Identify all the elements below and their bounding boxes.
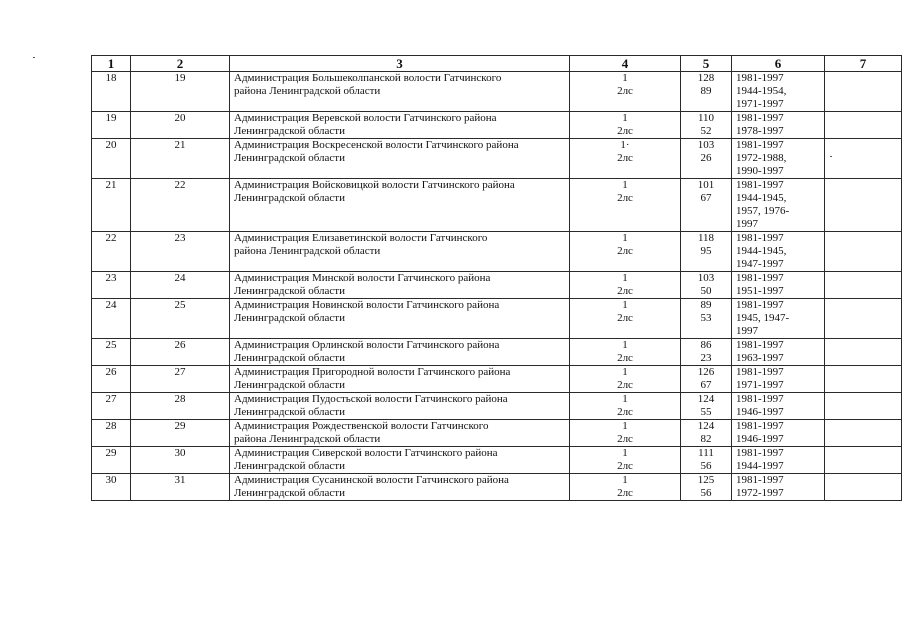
units-count-cell-line: 53 xyxy=(700,312,712,324)
units-count-cell xyxy=(681,112,732,139)
fund-number-cell: 20 xyxy=(131,112,230,139)
row-number-cell: 21 xyxy=(92,179,131,232)
table-row xyxy=(92,339,902,366)
date-range-cell-line: 1946-1997 xyxy=(736,406,784,418)
units-count-cell-line: 118 xyxy=(697,232,715,244)
inventory-cell-line: 1 xyxy=(622,179,628,191)
inventory-cell-line: 2лс xyxy=(617,379,633,391)
units-count-cell-line: 26 xyxy=(700,152,712,164)
fund-name-cell xyxy=(230,232,570,272)
units-count-cell xyxy=(681,447,732,474)
units-count-cell-line: 56 xyxy=(700,487,712,499)
units-count-cell-line: 110 xyxy=(697,112,715,124)
date-range-cell-line: 1944-1945, xyxy=(736,192,787,204)
row-number-cell: 22 xyxy=(92,232,131,272)
date-range-cell-line: 1957, 1976- xyxy=(736,205,790,217)
date-range-cell-line: 1971-1997 xyxy=(736,98,784,110)
inventory-cell xyxy=(570,474,681,501)
fund-name-cell-line: Ленинградской области xyxy=(234,192,345,204)
date-range-cell-line: 1981-1997 xyxy=(736,232,784,244)
row-number-cell: 27 xyxy=(92,393,131,420)
inventory-cell-line: 2лс xyxy=(617,152,633,164)
row-number-cell: 19 xyxy=(92,112,131,139)
units-count-cell-line: 55 xyxy=(700,406,712,418)
inventory-cell-line: 1 xyxy=(622,232,628,244)
units-count-cell-line: 103 xyxy=(697,139,715,151)
fund-name-cell-line: Ленинградской области xyxy=(234,406,345,418)
units-count-cell-line: 124 xyxy=(697,393,715,405)
inventory-cell-line: 1 xyxy=(622,72,628,84)
fund-name-cell-line: Администрация Елизаветинской волости Гатчинского xyxy=(234,232,488,244)
fund-name-cell-line: района Ленинградской области xyxy=(234,245,381,257)
date-range-cell-line: 1997 xyxy=(736,325,758,337)
fund-name-cell xyxy=(230,447,570,474)
fund-name-cell-line: Администрация Новинской волости Гатчинского района xyxy=(234,299,500,311)
inventory-cell xyxy=(570,420,681,447)
fund-number-cell: 24 xyxy=(131,272,230,299)
note-cell xyxy=(825,139,902,179)
units-count-cell-line: 103 xyxy=(697,272,715,284)
units-count-cell-line: 126 xyxy=(697,366,715,378)
fund-number-cell: 22 xyxy=(131,179,230,232)
fund-number-cell: 28 xyxy=(131,393,230,420)
inventory-cell-line: 2лс xyxy=(617,85,633,97)
fund-name-cell-line: Ленинградской области xyxy=(234,352,345,364)
date-range-cell xyxy=(732,179,825,232)
fund-name-cell-line: Администрация Сусанинской волости Гатчинского района xyxy=(234,474,509,486)
inventory-cell-line: 2лс xyxy=(617,460,633,472)
units-count-cell-line: 128 xyxy=(697,72,715,84)
note-cell xyxy=(825,366,902,393)
header-cell: 5 xyxy=(681,56,732,72)
row-number-cell: 24 xyxy=(92,299,131,339)
fund-name-cell-line: Администрация Пудостьской волости Гатчинского района xyxy=(234,393,508,405)
inventory-cell xyxy=(570,393,681,420)
inventory-cell-line: 1 xyxy=(622,447,628,459)
inventory-cell-line: 1 xyxy=(622,474,628,486)
units-count-cell xyxy=(681,420,732,447)
date-range-cell xyxy=(732,474,825,501)
fund-name-cell-line: Администрация Пригородной волости Гатчинского района xyxy=(234,366,511,378)
date-range-cell xyxy=(732,139,825,179)
fund-name-cell-line: Администрация Войсковицкой волости Гатчинского района xyxy=(234,179,515,191)
inventory-cell xyxy=(570,366,681,393)
fund-number-cell: 26 xyxy=(131,339,230,366)
fund-name-cell-line: Администрация Воскресенской волости Гатчинского района xyxy=(234,139,519,151)
date-range-cell-line: 1990-1997 xyxy=(736,165,784,177)
date-range-cell-line: 1981-1997 xyxy=(736,272,784,284)
inventory-cell xyxy=(570,232,681,272)
note-cell xyxy=(825,420,902,447)
fund-name-cell-line: Ленинградской области xyxy=(234,125,345,137)
units-count-cell-line: 23 xyxy=(700,352,712,364)
units-count-cell-line: 89 xyxy=(700,299,712,311)
inventory-cell xyxy=(570,447,681,474)
fund-name-cell-line: Ленинградской области xyxy=(234,460,345,472)
date-range-cell xyxy=(732,232,825,272)
note-cell xyxy=(825,447,902,474)
fund-name-cell-line: района Ленинградской области xyxy=(234,433,381,445)
inventory-cell-line: 1 xyxy=(622,112,628,124)
note-cell xyxy=(825,299,902,339)
date-range-cell-line: 1997 xyxy=(736,218,758,230)
units-count-cell-line: 86 xyxy=(700,339,712,351)
fund-name-cell-line: Ленинградской области xyxy=(234,312,345,324)
units-count-cell-line: 111 xyxy=(698,447,714,459)
fund-name-cell-line: Администрация Большеколпанской волости Гатчинского xyxy=(234,72,502,84)
table-row xyxy=(92,474,902,501)
row-number-cell: 26 xyxy=(92,366,131,393)
table-row xyxy=(92,179,902,232)
archive-register-table xyxy=(91,55,902,501)
fund-number-cell: 21 xyxy=(131,139,230,179)
date-range-cell xyxy=(732,447,825,474)
date-range-cell-line: 1945, 1947- xyxy=(736,312,790,324)
inventory-cell xyxy=(570,179,681,232)
inventory-cell-line: 2лс xyxy=(617,245,633,257)
inventory-cell-line: 1 xyxy=(622,393,628,405)
fund-name-cell-line: Администрация Веревской волости Гатчинского района xyxy=(234,112,497,124)
table-row xyxy=(92,393,902,420)
fund-name-cell-line: Ленинградской области xyxy=(234,152,345,164)
date-range-cell-line: 1981-1997 xyxy=(736,420,784,432)
inventory-cell-line: 2лс xyxy=(617,312,633,324)
date-range-cell-line: 1944-1997 xyxy=(736,460,784,472)
fund-name-cell xyxy=(230,179,570,232)
date-range-cell-line: 1947-1997 xyxy=(736,258,784,270)
table-row xyxy=(92,272,902,299)
fund-name-cell-line: Администрация Орлинской волости Гатчинского района xyxy=(234,339,500,351)
row-number-cell: 28 xyxy=(92,420,131,447)
fund-name-cell xyxy=(230,139,570,179)
fund-name-cell xyxy=(230,474,570,501)
units-count-cell-line: 56 xyxy=(700,460,712,472)
table-row xyxy=(92,299,902,339)
units-count-cell-line: 82 xyxy=(700,433,712,445)
fund-name-cell xyxy=(230,420,570,447)
date-range-cell-line: 1981-1997 xyxy=(736,339,784,351)
fund-name-cell-line: Администрация Сиверской волости Гатчинского района xyxy=(234,447,498,459)
fund-name-cell xyxy=(230,366,570,393)
date-range-cell xyxy=(732,339,825,366)
table-row xyxy=(92,366,902,393)
note-cell xyxy=(825,339,902,366)
date-range-cell-line: 1944-1945, xyxy=(736,245,787,257)
date-range-cell xyxy=(732,299,825,339)
inventory-cell-line: 2лс xyxy=(617,352,633,364)
date-range-cell xyxy=(732,112,825,139)
date-range-cell-line: 1978-1997 xyxy=(736,125,784,137)
date-range-cell-line: 1946-1997 xyxy=(736,433,784,445)
fund-name-cell xyxy=(230,299,570,339)
inventory-cell-line: 1 xyxy=(622,420,628,432)
units-count-cell xyxy=(681,179,732,232)
fund-name-cell xyxy=(230,393,570,420)
date-range-cell-line: 1972-1988, xyxy=(736,152,787,164)
inventory-cell-line: 2лс xyxy=(617,285,633,297)
table-row xyxy=(92,72,902,112)
inventory-cell-line: 2лс xyxy=(617,192,633,204)
row-number-cell: 23 xyxy=(92,272,131,299)
inventory-cell-line: 1 xyxy=(622,339,628,351)
date-range-cell-line: 1963-1997 xyxy=(736,352,784,364)
units-count-cell-line: 125 xyxy=(697,474,715,486)
inventory-cell xyxy=(570,112,681,139)
units-count-cell xyxy=(681,139,732,179)
units-count-cell xyxy=(681,299,732,339)
date-range-cell-line: 1951-1997 xyxy=(736,285,784,297)
inventory-cell-line: 2лс xyxy=(617,406,633,418)
table-row xyxy=(92,232,902,272)
note-cell xyxy=(825,474,902,501)
units-count-cell-line: 89 xyxy=(700,85,712,97)
fund-number-cell: 27 xyxy=(131,366,230,393)
units-count-cell xyxy=(681,72,732,112)
row-number-cell: 30 xyxy=(92,474,131,501)
fund-number-cell: 30 xyxy=(131,447,230,474)
header-cell: 3 xyxy=(230,56,570,72)
units-count-cell-line: 50 xyxy=(700,285,712,297)
date-range-cell xyxy=(732,72,825,112)
inventory-cell-line: 1 xyxy=(622,366,628,378)
header-cell: 6 xyxy=(732,56,825,72)
date-range-cell-line: 1981-1997 xyxy=(736,366,784,378)
units-count-cell xyxy=(681,474,732,501)
scan-speck xyxy=(33,57,35,58)
row-number-cell: 29 xyxy=(92,447,131,474)
date-range-cell-line: 1971-1997 xyxy=(736,379,784,391)
inventory-cell-line: 2лс xyxy=(617,433,633,445)
date-range-cell xyxy=(732,393,825,420)
fund-name-cell-line: района Ленинградской области xyxy=(234,85,381,97)
date-range-cell-line: 1972-1997 xyxy=(736,487,784,499)
date-range-cell-line: 1981-1997 xyxy=(736,393,784,405)
fund-name-cell-line: Ленинградской области xyxy=(234,487,345,499)
row-number-cell: 18 xyxy=(92,72,131,112)
row-number-cell: 25 xyxy=(92,339,131,366)
units-count-cell-line: 67 xyxy=(700,379,712,391)
date-range-cell-line: 1981-1997 xyxy=(736,179,784,191)
inventory-cell xyxy=(570,72,681,112)
date-range-cell-line: 1944-1954, xyxy=(736,85,787,97)
header-cell: 7 xyxy=(825,56,902,72)
fund-name-cell xyxy=(230,272,570,299)
inventory-cell-line: 1 xyxy=(622,299,628,311)
units-count-cell-line: 101 xyxy=(697,179,715,191)
fund-number-cell: 31 xyxy=(131,474,230,501)
units-count-cell-line: 124 xyxy=(697,420,715,432)
inventory-cell xyxy=(570,139,681,179)
fund-name-cell-line: Ленинградской области xyxy=(234,285,345,297)
table-row xyxy=(92,112,902,139)
table-body xyxy=(92,72,902,501)
inventory-cell-line: 1 xyxy=(622,272,628,284)
fund-name-cell-line: Администрация Рождественской волости Гатчинского xyxy=(234,420,489,432)
units-count-cell-line: 52 xyxy=(700,125,712,137)
table-header xyxy=(92,56,902,72)
date-range-cell-line: 1981-1997 xyxy=(736,139,784,151)
units-count-cell xyxy=(681,393,732,420)
fund-number-cell: 25 xyxy=(131,299,230,339)
table-row xyxy=(92,420,902,447)
fund-name-cell-line: Ленинградской области xyxy=(234,379,345,391)
header-cell: 1 xyxy=(92,56,131,72)
date-range-cell-line: 1981-1997 xyxy=(736,447,784,459)
units-count-cell xyxy=(681,339,732,366)
inventory-cell xyxy=(570,339,681,366)
note-cell xyxy=(825,179,902,232)
fund-number-cell: 29 xyxy=(131,420,230,447)
header-cell: 4 xyxy=(570,56,681,72)
fund-name-cell-line: Администрация Минской волости Гатчинского района xyxy=(234,272,491,284)
date-range-cell xyxy=(732,420,825,447)
inventory-cell-line: 2лс xyxy=(617,125,633,137)
header-cell: 2 xyxy=(131,56,230,72)
fund-name-cell xyxy=(230,112,570,139)
fund-number-cell: 19 xyxy=(131,72,230,112)
table-row xyxy=(92,447,902,474)
inventory-cell-line: 2лс xyxy=(617,487,633,499)
units-count-cell-line: 67 xyxy=(700,192,712,204)
note-cell xyxy=(825,232,902,272)
units-count-cell xyxy=(681,232,732,272)
date-range-cell-line: 1981-1997 xyxy=(736,474,784,486)
fund-number-cell: 23 xyxy=(131,232,230,272)
header-row xyxy=(92,56,902,72)
fund-name-cell xyxy=(230,72,570,112)
note-cell xyxy=(825,393,902,420)
inventory-cell xyxy=(570,272,681,299)
inventory-cell-line: 1· xyxy=(620,139,630,151)
note-cell xyxy=(825,272,902,299)
date-range-cell-line: 1981-1997 xyxy=(736,72,784,84)
date-range-cell xyxy=(732,272,825,299)
units-count-cell-line: 95 xyxy=(700,245,712,257)
units-count-cell xyxy=(681,272,732,299)
table-row xyxy=(92,139,902,179)
units-count-cell xyxy=(681,366,732,393)
note-cell xyxy=(825,112,902,139)
date-range-cell xyxy=(732,366,825,393)
row-number-cell: 20 xyxy=(92,139,131,179)
fund-name-cell xyxy=(230,339,570,366)
inventory-cell xyxy=(570,299,681,339)
date-range-cell-line: 1981-1997 xyxy=(736,112,784,124)
date-range-cell-line: 1981-1997 xyxy=(736,299,784,311)
note-cell xyxy=(825,72,902,112)
